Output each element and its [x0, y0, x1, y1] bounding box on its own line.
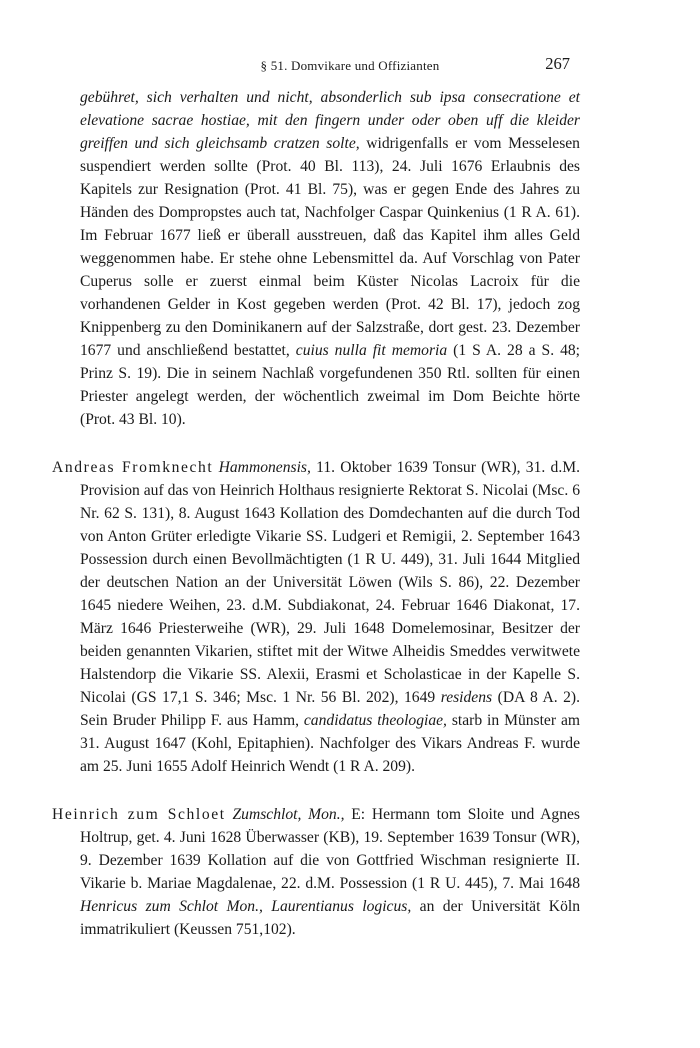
text-segment: Henricus zum Schlot Mon., Laurentianus logicus,	[80, 898, 412, 915]
paragraph-gap	[52, 431, 580, 456]
text-segment: an der Universität Köln immatrikuliert (Keussen 751,102).	[80, 898, 580, 938]
running-header	[0, 54, 700, 78]
entry-name: Heinrich zum Schloet	[52, 806, 226, 823]
paragraph-gap	[52, 778, 580, 803]
page-body	[52, 86, 580, 941]
running-title: § 51. Domvikare und Offizianten	[260, 58, 440, 73]
paragraph-continuation	[52, 86, 580, 431]
text-segment: Zumschlot, Mon.,	[232, 806, 345, 823]
page-number: 267	[545, 54, 570, 73]
entry-zum-schloet	[52, 803, 580, 941]
text-segment: (1 S A. 28 a S. 48; Prinz S. 19). Die in seinem Nachlaß vorgefundenen 350 Rtl. sollten für einen Priester angelegt werden, der wöchentlich zweimal im Dom Beichte hörte (Prot. 43 Bl. 10).	[80, 342, 580, 428]
text-segment: cuius nulla fit memoria	[295, 342, 448, 359]
text-segment: gebühret, sich verhalten und nicht, absonderlich sub ipsa consecratione et elevatione sacrae hostiae, mit den fingern under oder oben uff die kleider greiffen und sich gleichsamb cratzen solte,	[80, 89, 580, 152]
text-segment: 11. Oktober 1639 Tonsur (WR), 31. d.M. Provision auf das von Heinrich Holthaus resignierte Rektorat S. Nicolai (Msc. 6 Nr. 62 S. 131), 8. August 1643 Kollation des Domdechanten auf die durch Tod von Anton Grüter erledigte Vikarie SS. Ludgeri et Remigii, 2. September 1643 Possession durch einen Bevollmächtigten (1 R U. 449), 31. Juli 1644 Mitglied der deutschen Nation an der Universität Löwen (Wils S. 86), 22. Dezember 1645 niedere Weihen, 23. d.M. Subdiakonat, 24. Februar 1646 Diakonat, 17. März 1646 Priesterweihe (WR), 29. Juli 1648 Domelemosinar, Besitzer der beiden genannten Vikarien, stiftet mit der Witwe Alheidis Smeddes verwitwete Halstendorp die Vikarie SS. Alexii, Erasmi et Scholasticae in der Kapelle S. Nicolai (GS 17,1 S. 346; Msc. 1 Nr. 56 Bl. 202), 1649	[80, 459, 580, 706]
text-segment: Hammonensis,	[218, 459, 311, 476]
entry-fromknecht	[52, 456, 580, 778]
text-segment: (DA 8 A. 2). Sein Bruder Philipp F. aus Hamm,	[80, 689, 580, 729]
text-segment: candidatus theologiae,	[303, 712, 447, 729]
text-segment: widrigenfalls er vom Messelesen suspendiert werden sollte (Prot. 40 Bl. 113), 24. Juli 1676 Erlaubnis des Kapitels zur Resignation (Prot. 41 Bl. 75), was er gegen Ende des Jahres zu Händen des Dompropstes auch tat, Nachfolger Caspar Quinkenius (1 R A. 61). Im Februar 1677 ließ er überall ausstreuen, daß das Kapitel ihm alles Geld weggenommen habe. Er stehe ohne Lebensmittel da. Auf Vorschlag von Pater Cuperus solle er zuerst einmal beim Küster Nicolas Lacroix für die vorhandenen Gelder in Kost gegeben werden (Prot. 42 Bl. 17), jedoch zog Knippenberg zu den Dominikanern auf der Salzstraße, dort gest. 23. Dezember 1677 und anschließend bestattet,	[80, 135, 580, 359]
text-segment: residens	[440, 689, 493, 706]
text-segment: E: Hermann tom Sloite und Agnes Holtrup, get. 4. Juni 1628 Überwasser (KB), 19. September 1639 Tonsur (WR), 9. Dezember 1639 Kollation auf die von Gottfried Wischman resignierte II. Vikarie b. Mariae Magdalenae, 22. d.M. Possession (1 R U. 445), 7. Mai 1648	[80, 806, 580, 892]
entry-name: Andreas Fromknecht	[52, 459, 214, 476]
text-segment: starb in Münster am 31. August 1647 (Kohl, Epitaphien). Nachfolger des Vikars Andreas F. wurde am 25. Juni 1655 Adolf Heinrich Wendt (1 R A. 209).	[80, 712, 580, 775]
